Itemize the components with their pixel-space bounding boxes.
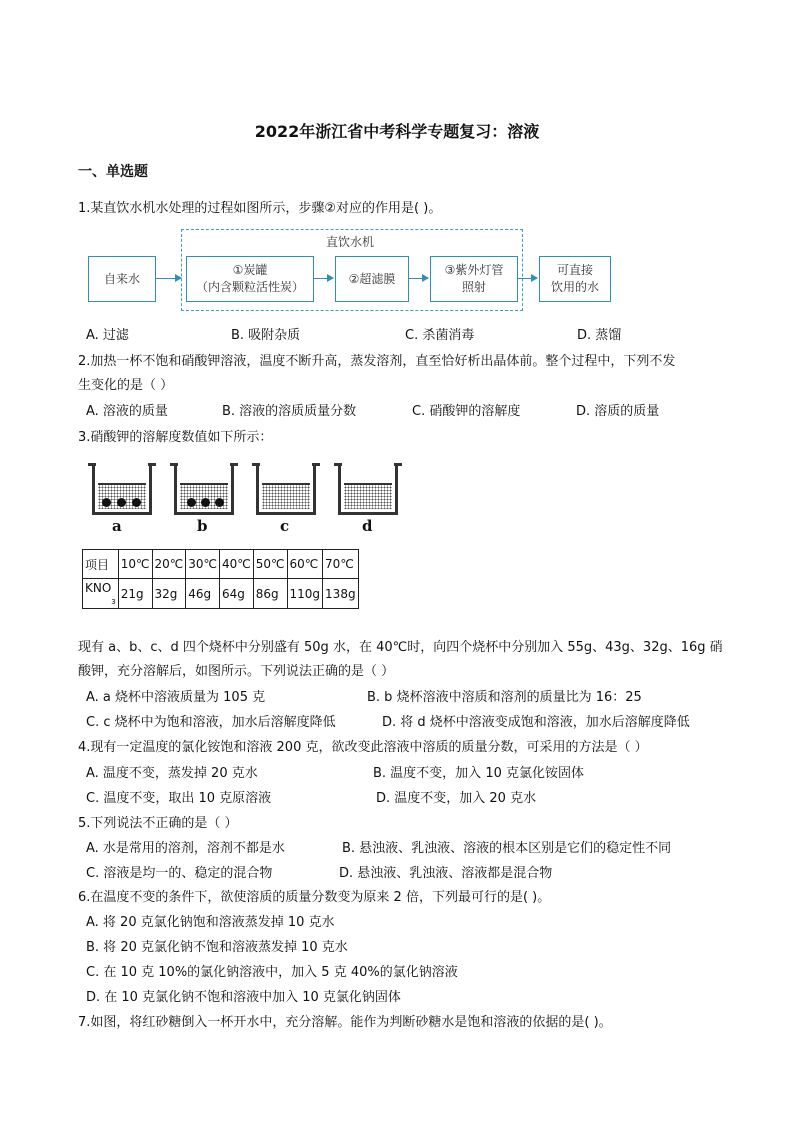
arrow-2: [313, 278, 333, 279]
table-header-cell: 项目: [83, 550, 119, 579]
beaker-label-c: c: [280, 517, 290, 535]
step-2-box: ②超滤膜: [335, 256, 409, 302]
q5-option-c: C. 溶液是均一的、稳定的混合物: [86, 866, 273, 881]
table-cell: 86g: [253, 579, 287, 609]
q6-option-b: B. 将 20 克氯化钠不饱和溶液蒸发掉 10 克水: [86, 940, 348, 955]
step-3-line2: 照射: [461, 280, 486, 294]
table-cell: 32g: [152, 579, 186, 609]
table-header-cell: 20℃: [152, 550, 186, 579]
q5-option-d: D. 悬浊液、乳浊液、溶液都是混合物: [339, 866, 553, 881]
question-5-stem: 5.下列说法不正确的是（ ）: [78, 816, 238, 831]
q3-option-b: B. b 烧杯溶液中溶质和溶剂的质量比为 16：25: [367, 690, 642, 705]
output-line1: 可直接: [556, 263, 593, 277]
output-line2: 饮用的水: [550, 280, 599, 294]
q6-option-a: A. 将 20 克氯化钠饱和溶液蒸发掉 10 克水: [86, 915, 335, 930]
question-7-stem: 7.如图，将红砂糖倒入一杯开水中，充分溶解。能作为判断砂糖水是饱和溶液的依据的是( )。: [78, 1015, 612, 1030]
table-cell: 21g: [118, 579, 152, 609]
q1-option-b: B. 吸附杂质: [231, 328, 301, 343]
step-1-line1: ①炭罐: [232, 263, 268, 277]
question-2-stem-line1: 2.加热一杯不饱和硝酸钾溶液，温度不断升高，蒸发溶剂，直至恰好析出晶体前。整个过程中，下列不发: [78, 354, 676, 369]
table-header-row: [83, 550, 359, 579]
question-3-stem: 3.硝酸钾的溶解度数值如下所示：: [78, 430, 273, 445]
arrow-3: [408, 278, 428, 279]
q2-option-b: B. 溶液的溶质质量分数: [222, 404, 357, 419]
q1-option-a: A. 过滤: [86, 328, 129, 343]
table-row-label: [83, 579, 119, 609]
beaker-a: [92, 463, 152, 515]
table-cell: 64g: [220, 579, 254, 609]
step-3-box: [430, 256, 518, 302]
question-6-stem: 6.在温度不变的条件下，欲使溶质的质量分数变为原来 2 倍，下列最可行的是( )。: [78, 890, 551, 905]
table-row: [83, 579, 359, 609]
step-1-box: [186, 256, 314, 302]
q5-option-a: A. 水是常用的溶剂，溶剂不都是水: [86, 841, 285, 856]
beaker-b: [174, 463, 234, 515]
arrow-4: [517, 278, 537, 279]
question-1-stem: 1.某直饮水机水处理的过程如图所示，步骤②对应的作用是( )。: [78, 201, 442, 216]
q6-option-c: C. 在 10 克 10%的氯化钠溶液中，加入 5 克 40%的氯化钠溶液: [86, 965, 458, 980]
machine-label: 直饮水机: [326, 235, 375, 249]
beaker-label-b: b: [197, 517, 208, 535]
q1-option-c: C. 杀菌消毒: [405, 328, 475, 343]
table-cell: 110g: [287, 579, 323, 609]
q5-option-b: B. 悬浊液、乳浊液、溶液的根本区别是它们的稳定性不同: [342, 841, 672, 856]
q4-option-c: C. 温度不变，取出 10 克原溶液: [86, 791, 272, 806]
beaker-label-d: d: [362, 517, 373, 535]
q6-option-d: D. 在 10 克氯化钠不饱和溶液中加入 10 克氯化钠固体: [86, 990, 401, 1005]
question-2-stem-line2: 生变化的是（ ）: [78, 378, 174, 393]
question-4-stem: 4.现有一定温度的氯化铵饱和溶液 200 克，欲改变此溶液中溶质的质量分数，可采用的方法是（ ）: [78, 740, 648, 755]
table-header-cell: 40℃: [220, 550, 254, 579]
q1-option-d: D. 蒸馏: [577, 328, 622, 343]
table-header-cell: 50℃: [253, 550, 287, 579]
page-title: 2022年浙江省中考科学专题复习：溶液: [254, 122, 540, 141]
beaker-label-a: a: [112, 517, 122, 535]
output-box: [539, 256, 611, 302]
q2-option-d: D. 溶质的质量: [576, 404, 660, 419]
q2-option-c: C. 硝酸钾的溶解度: [412, 404, 521, 419]
solubility-table: [82, 549, 359, 609]
arrow-1: [156, 278, 181, 279]
q3-option-a: A. a 烧杯中溶液质量为 105 克: [86, 690, 266, 705]
q4-option-d: D. 温度不变，加入 20 克水: [376, 791, 537, 806]
step-1-line2: （内含颗粒活性炭）: [195, 280, 304, 294]
q2-option-a: A. 溶液的质量: [86, 404, 168, 419]
section-heading: 一、单选题: [78, 164, 148, 180]
beaker-d: [338, 463, 398, 515]
question-3-desc-line1: 现有 a、b、c、d 四个烧杯中分别盛有 50g 水，在 40℃时，向四个烧杯中分别加入 55g、43g、32g、16g 硝: [78, 640, 723, 655]
beaker-c: [256, 463, 316, 515]
row-label-text: KNO: [85, 581, 112, 595]
q3-option-d: D. 将 d 烧杯中溶液变成饱和溶液，加水后溶解度降低: [382, 715, 690, 730]
row-label-subscript: 3: [111, 598, 116, 606]
input-box: 自来水: [88, 256, 156, 302]
table-header-cell: 10℃: [118, 550, 152, 579]
step-3-line1: ③紫外灯管: [444, 263, 504, 277]
table-header-cell: 30℃: [186, 550, 220, 579]
table-cell: 46g: [186, 579, 220, 609]
q4-option-b: B. 温度不变，加入 10 克氯化铵固体: [373, 766, 584, 781]
q3-option-c: C. c 烧杯中为饱和溶液，加水后溶解度降低: [86, 715, 336, 730]
q4-option-a: A. 温度不变，蒸发掉 20 克水: [86, 766, 258, 781]
question-3-desc-line2: 酸钾，充分溶解后，如图所示。下列说法正确的是（ ）: [78, 664, 395, 679]
table-header-cell: 70℃: [323, 550, 359, 579]
table-header-cell: 60℃: [287, 550, 323, 579]
table-cell: 138g: [323, 579, 359, 609]
